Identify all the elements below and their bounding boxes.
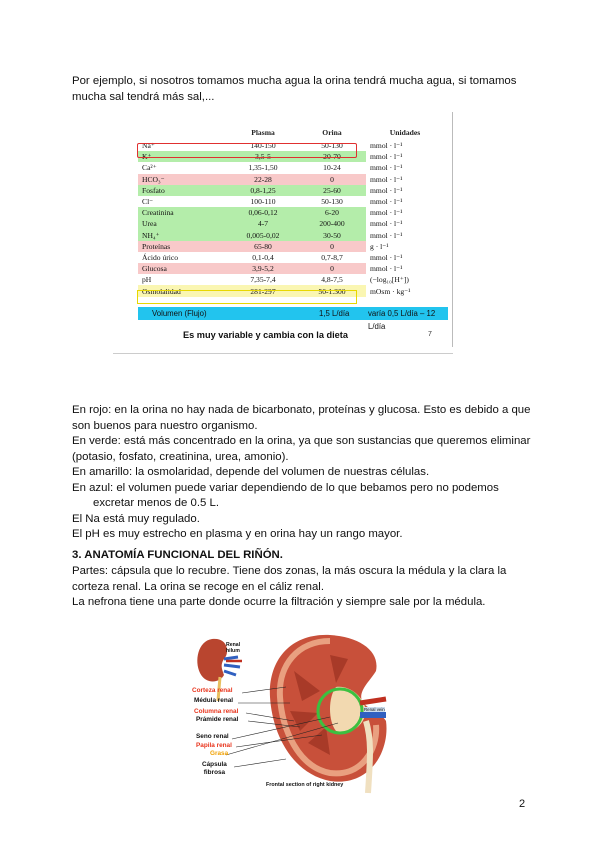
text-line: El pH es muy estrecho en plasma y en orina hay un rango mayor. [72,528,403,540]
cell-units: mmol · l⁻¹ [366,263,444,274]
slide-border-bottom [113,353,453,354]
anatomy-paragraph [72,564,532,611]
color-notes [72,403,532,543]
cell-orina: 50-1.300 [298,285,366,296]
table-row [138,185,444,196]
table-row [138,274,444,285]
cell-plasma: 65-80 [228,241,298,252]
text-line: La nefrona tiene una parte donde ocurre la filtración y siempre sale por la médula. [72,596,486,608]
table-row [138,263,444,274]
cell-units: mmol · l⁻¹ [366,174,444,185]
cell-param: Ca²⁺ [138,162,228,173]
cell-plasma: 140-150 [228,140,298,151]
volume-row [138,307,448,331]
cell-units: mmol · l⁻¹ [366,196,444,207]
cell-param: Glucosa [138,263,228,274]
cell-plasma: 7,35-7,4 [228,274,298,285]
cell-units: mmol · l⁻¹ [366,252,444,263]
cell-orina: 10-24 [298,162,366,173]
cell-plasma: 22-28 [228,174,298,185]
cell-units: mmol · l⁻¹ [366,185,444,196]
label-text: fibrosa [203,768,226,776]
text-line: En amarillo: la osmolaridad, depende del volumen de nuestras células. [72,466,430,478]
cell-units: mmol · l⁻¹ [366,162,444,173]
composition-table-slide [113,112,453,354]
cell-plasma: 3,5-5 [228,151,298,162]
label-seno: Seno renal [196,733,229,740]
cell-plasma: 0,1-0,4 [228,252,298,263]
label-renal-hilum [226,642,240,654]
label-text: Cápsula [202,761,227,768]
cell-units: mmol · l⁻¹ [366,151,444,162]
table-header-row [138,124,444,140]
label-columna: Columna renal [194,708,239,715]
cell-orina: 6-20 [298,207,366,218]
table-body [138,140,444,297]
text-line: corteza renal. La orina se recoge en el cáliz renal. [72,580,325,593]
table-row [138,162,444,173]
text-line: mucha sal tendrá más sal,... [72,90,215,103]
text-line: (potasio, fosfato, creatinina, urea, amonio). [72,450,289,463]
cell-units: g · l⁻¹ [366,241,444,252]
slide-caption: Es muy variable y cambia con la dieta [183,330,348,340]
cell-orina: 0 [298,263,366,274]
table-row [138,241,444,252]
label-renal-vein: Renal vein [364,707,385,712]
slide-border-right [452,112,453,347]
cell-param: pH [138,274,228,285]
text-line: Por ejemplo, si nosotros tomamos mucha agua la orina tendrá mucha agua, si tomamos [72,75,517,87]
cell-orina: 0 [298,241,366,252]
slide-number: 7 [428,331,432,338]
cell-param: Urea [138,218,228,229]
cell-units: mmol · l⁻¹ [366,230,444,241]
cell-param: Creatinina [138,207,228,218]
cell-plasma: 4-7 [228,218,298,229]
label-papila: Papila renal [196,742,232,749]
cell-units: mOsm · kg⁻¹ [366,285,444,296]
page-number: 2 [519,798,526,810]
text-line: excretar menos de 0.5 L. [93,497,219,509]
table-row [138,230,444,241]
cell-orina: 20-70 [298,151,366,162]
header-units: Unidades [389,127,421,137]
text-line: Partes: cápsula que lo recubre. Tiene dos zonas, la más oscura la médula y la clara la [72,565,507,577]
cell-param: Na⁺ [138,140,228,151]
volume-plasma: 1,5 L/día [319,309,350,318]
osmolality-highlight-box [137,290,357,304]
text-line: El Na está muy regulado. [72,512,200,525]
cell-orina: 30-50 [298,230,366,241]
intro-paragraph [72,74,532,105]
cell-orina: 4,8-7,5 [298,274,366,285]
cell-plasma: 100-110 [228,196,298,207]
cell-plasma: 3,9-5,2 [228,263,298,274]
header-param [138,124,228,140]
volume-range: varía 0,5 L/día – 12 L/día [368,309,436,331]
cell-units: (−log₁₀[H⁺]) [366,274,444,285]
label-grasa: Grasa [210,750,229,757]
cell-param: Fosfato [138,185,228,196]
text-line: En azul: el volumen puede variar dependiendo de lo que bebamos pero no podemos [72,481,499,494]
cell-param: Proteínas [138,241,228,252]
cell-plasma: 0,8-1,25 [228,185,298,196]
cell-orina: 25-60 [298,185,366,196]
cell-orina: 0 [298,174,366,185]
cell-orina: 200-400 [298,218,366,229]
table-row [138,218,444,229]
cell-param: Cl⁻ [138,196,228,207]
header-plasma: Plasma [251,127,275,137]
table-row [138,196,444,207]
cell-plasma: 0,005-0,02 [228,230,298,241]
cell-plasma: 281-297 [228,285,298,296]
section-title: 3. ANATOMÍA FUNCIONAL DEL RIÑÓN. [72,549,283,561]
cell-param: HCO₃⁻ [138,174,228,185]
text-line: son buenos para nuestro organismo. [72,419,258,432]
cell-units: mmol · l⁻¹ [366,140,444,151]
label-text: Renal [226,642,241,648]
table-row [138,207,444,218]
cell-param: NH₄⁺ [138,230,228,241]
cell-param: Osmolalidad [138,285,228,296]
cell-orina: 50-130 [298,196,366,207]
cell-orina: 0,7-8,7 [298,252,366,263]
sodium-highlight-box [137,143,357,158]
cell-units: mmol · l⁻¹ [366,207,444,218]
label-capsula [202,761,227,776]
table-row [138,174,444,185]
header-orina: Orina [322,127,342,137]
label-corteza: Corteza renal [192,687,233,694]
table-row [138,252,444,263]
cell-param: Ácido úrico [138,252,228,263]
cell-plasma: 0,06-0,12 [228,207,298,218]
cell-param: K⁺ [138,151,228,162]
volume-label: Volumen (Flujo) [152,309,207,318]
kidney-figure [190,631,394,795]
cell-plasma: 1,35-1,50 [228,162,298,173]
cell-units: mmol · l⁻¹ [366,218,444,229]
figure-caption: Frontal section of right kidney [266,782,344,788]
text-line: En verde: está más concentrado en la orina, ya que son sustancias que queremos eliminar [72,435,531,447]
label-piramide: Prámide renal [196,716,239,723]
label-text: hilum [226,648,240,654]
cell-orina: 50-130 [298,140,366,151]
label-medula: Médula renal [194,697,234,704]
text-line: En rojo: en la orina no hay nada de bicarbonato, proteínas y glucosa. Esto es debido a que [72,404,531,416]
